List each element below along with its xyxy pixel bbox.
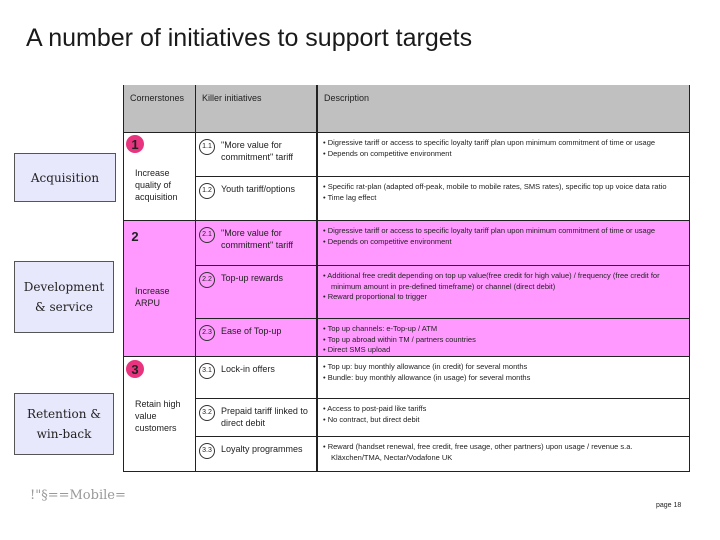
description-bullet: • Top up abroad within TM / partners countries bbox=[323, 335, 684, 346]
cornerstone-1-label: Increase quality of acquisition bbox=[135, 168, 178, 202]
page-title: A number of initiatives to support targets bbox=[26, 24, 473, 52]
area-acquisition: Acquisition bbox=[14, 153, 116, 202]
initiative-description bbox=[318, 220, 689, 265]
initiative-number-badge: 3.1 bbox=[199, 363, 215, 379]
initiative-description bbox=[318, 398, 689, 436]
description-bullet: • Depends on competitive environment bbox=[323, 237, 684, 248]
initiative-1.2 bbox=[196, 176, 316, 220]
cornerstone-number-2: 2 bbox=[131, 228, 139, 244]
initiative-name: "More value for commitment" tariff bbox=[221, 228, 294, 250]
description-bullet: • Additional free credit depending on top up value(free credit for high value) / frequency (free credit for minimum amount in pre-defined timeframe) or channel (direct debit) bbox=[323, 271, 684, 292]
initiative-3.1 bbox=[196, 356, 316, 398]
description-bullet: • Top up channels: e-Top-up / ATM bbox=[323, 324, 684, 335]
page-number: page 18 bbox=[656, 502, 682, 509]
initiative-name: Ease of Top-up bbox=[221, 326, 282, 336]
company-logo: !"§==Mobile= bbox=[30, 488, 126, 503]
initiative-number-badge: 1.2 bbox=[199, 183, 215, 199]
cornerstone-3-label: Retain high value customers bbox=[135, 399, 181, 433]
initiative-name: Youth tariff/options bbox=[221, 184, 296, 194]
header-killer-initiatives: Killer initiatives bbox=[195, 85, 316, 132]
header-description: Description bbox=[316, 85, 689, 132]
initiative-3.3 bbox=[196, 436, 316, 472]
initiative-2.2 bbox=[196, 265, 316, 318]
description-bullet: • Top up: buy monthly allowance (in credit) for several months bbox=[323, 362, 684, 373]
description-bullet: • Specific rat-plan (adapted off-peak, mobile to mobile rates, SMS rates), specific top up voice data ratio bbox=[323, 182, 684, 193]
description-bullet: • Depends on competitive environment bbox=[323, 149, 684, 160]
initiative-name: "More value for commitment" tariff bbox=[221, 140, 294, 162]
description-bullet: • Digressive tariff or access to specific loyalty tariff plan upon minimum commitment of time or usage bbox=[323, 226, 684, 237]
initiative-3.2 bbox=[196, 398, 316, 436]
initiative-name: Top-up rewards bbox=[221, 273, 284, 283]
initiative-description bbox=[318, 436, 689, 472]
initiative-description bbox=[318, 265, 689, 318]
initiative-description bbox=[318, 356, 689, 398]
area-retention: Retention & win-back bbox=[14, 393, 114, 455]
description-bullet: • Access to post-paid like tariffs bbox=[323, 404, 684, 415]
description-bullet: • Digressive tariff or access to specific loyalty tariff plan upon minimum commitment of time or usage bbox=[323, 138, 684, 149]
cornerstone-number-1: 1 bbox=[126, 135, 144, 153]
initiative-description bbox=[318, 132, 689, 176]
initiative-name: Prepaid tariff linked to direct debit bbox=[221, 406, 308, 428]
initiative-number-badge: 2.2 bbox=[199, 272, 215, 288]
description-bullet: • Time lag effect bbox=[323, 193, 684, 204]
description-bullet: • Bundle: buy monthly allowance (in usage) for several months bbox=[323, 373, 684, 384]
cornerstone-2-label: Increase ARPU bbox=[135, 286, 170, 308]
area-development: Development & service bbox=[14, 261, 114, 333]
description-bullet: • Reward (handset renewal, free credit, free usage, other partners) upon usage / revenue s.a. Kläxchen/TMA, Nectar/Vodafone UK bbox=[323, 442, 684, 463]
description-bullet: • Reward proportional to trigger bbox=[323, 292, 684, 303]
initiative-number-badge: 2.1 bbox=[199, 227, 215, 243]
initiative-number-badge: 3.2 bbox=[199, 405, 215, 421]
description-bullet: • No contract, but direct debit bbox=[323, 415, 684, 426]
initiative-name: Lock-in offers bbox=[221, 364, 275, 374]
initiative-2.3 bbox=[196, 318, 316, 356]
cornerstone-number-3: 3 bbox=[126, 360, 144, 378]
initiative-number-badge: 2.3 bbox=[199, 325, 215, 341]
initiative-description bbox=[318, 318, 689, 356]
initiative-description bbox=[318, 176, 689, 220]
initiative-2.1 bbox=[196, 220, 316, 265]
initiative-name: Loyalty programmes bbox=[221, 444, 303, 454]
header-cornerstones: Cornerstones bbox=[124, 85, 195, 132]
initiative-1.1 bbox=[196, 132, 316, 176]
initiative-number-badge: 3.3 bbox=[199, 443, 215, 459]
description-bullet: • Direct SMS upload bbox=[323, 345, 684, 356]
initiative-number-badge: 1.1 bbox=[199, 139, 215, 155]
